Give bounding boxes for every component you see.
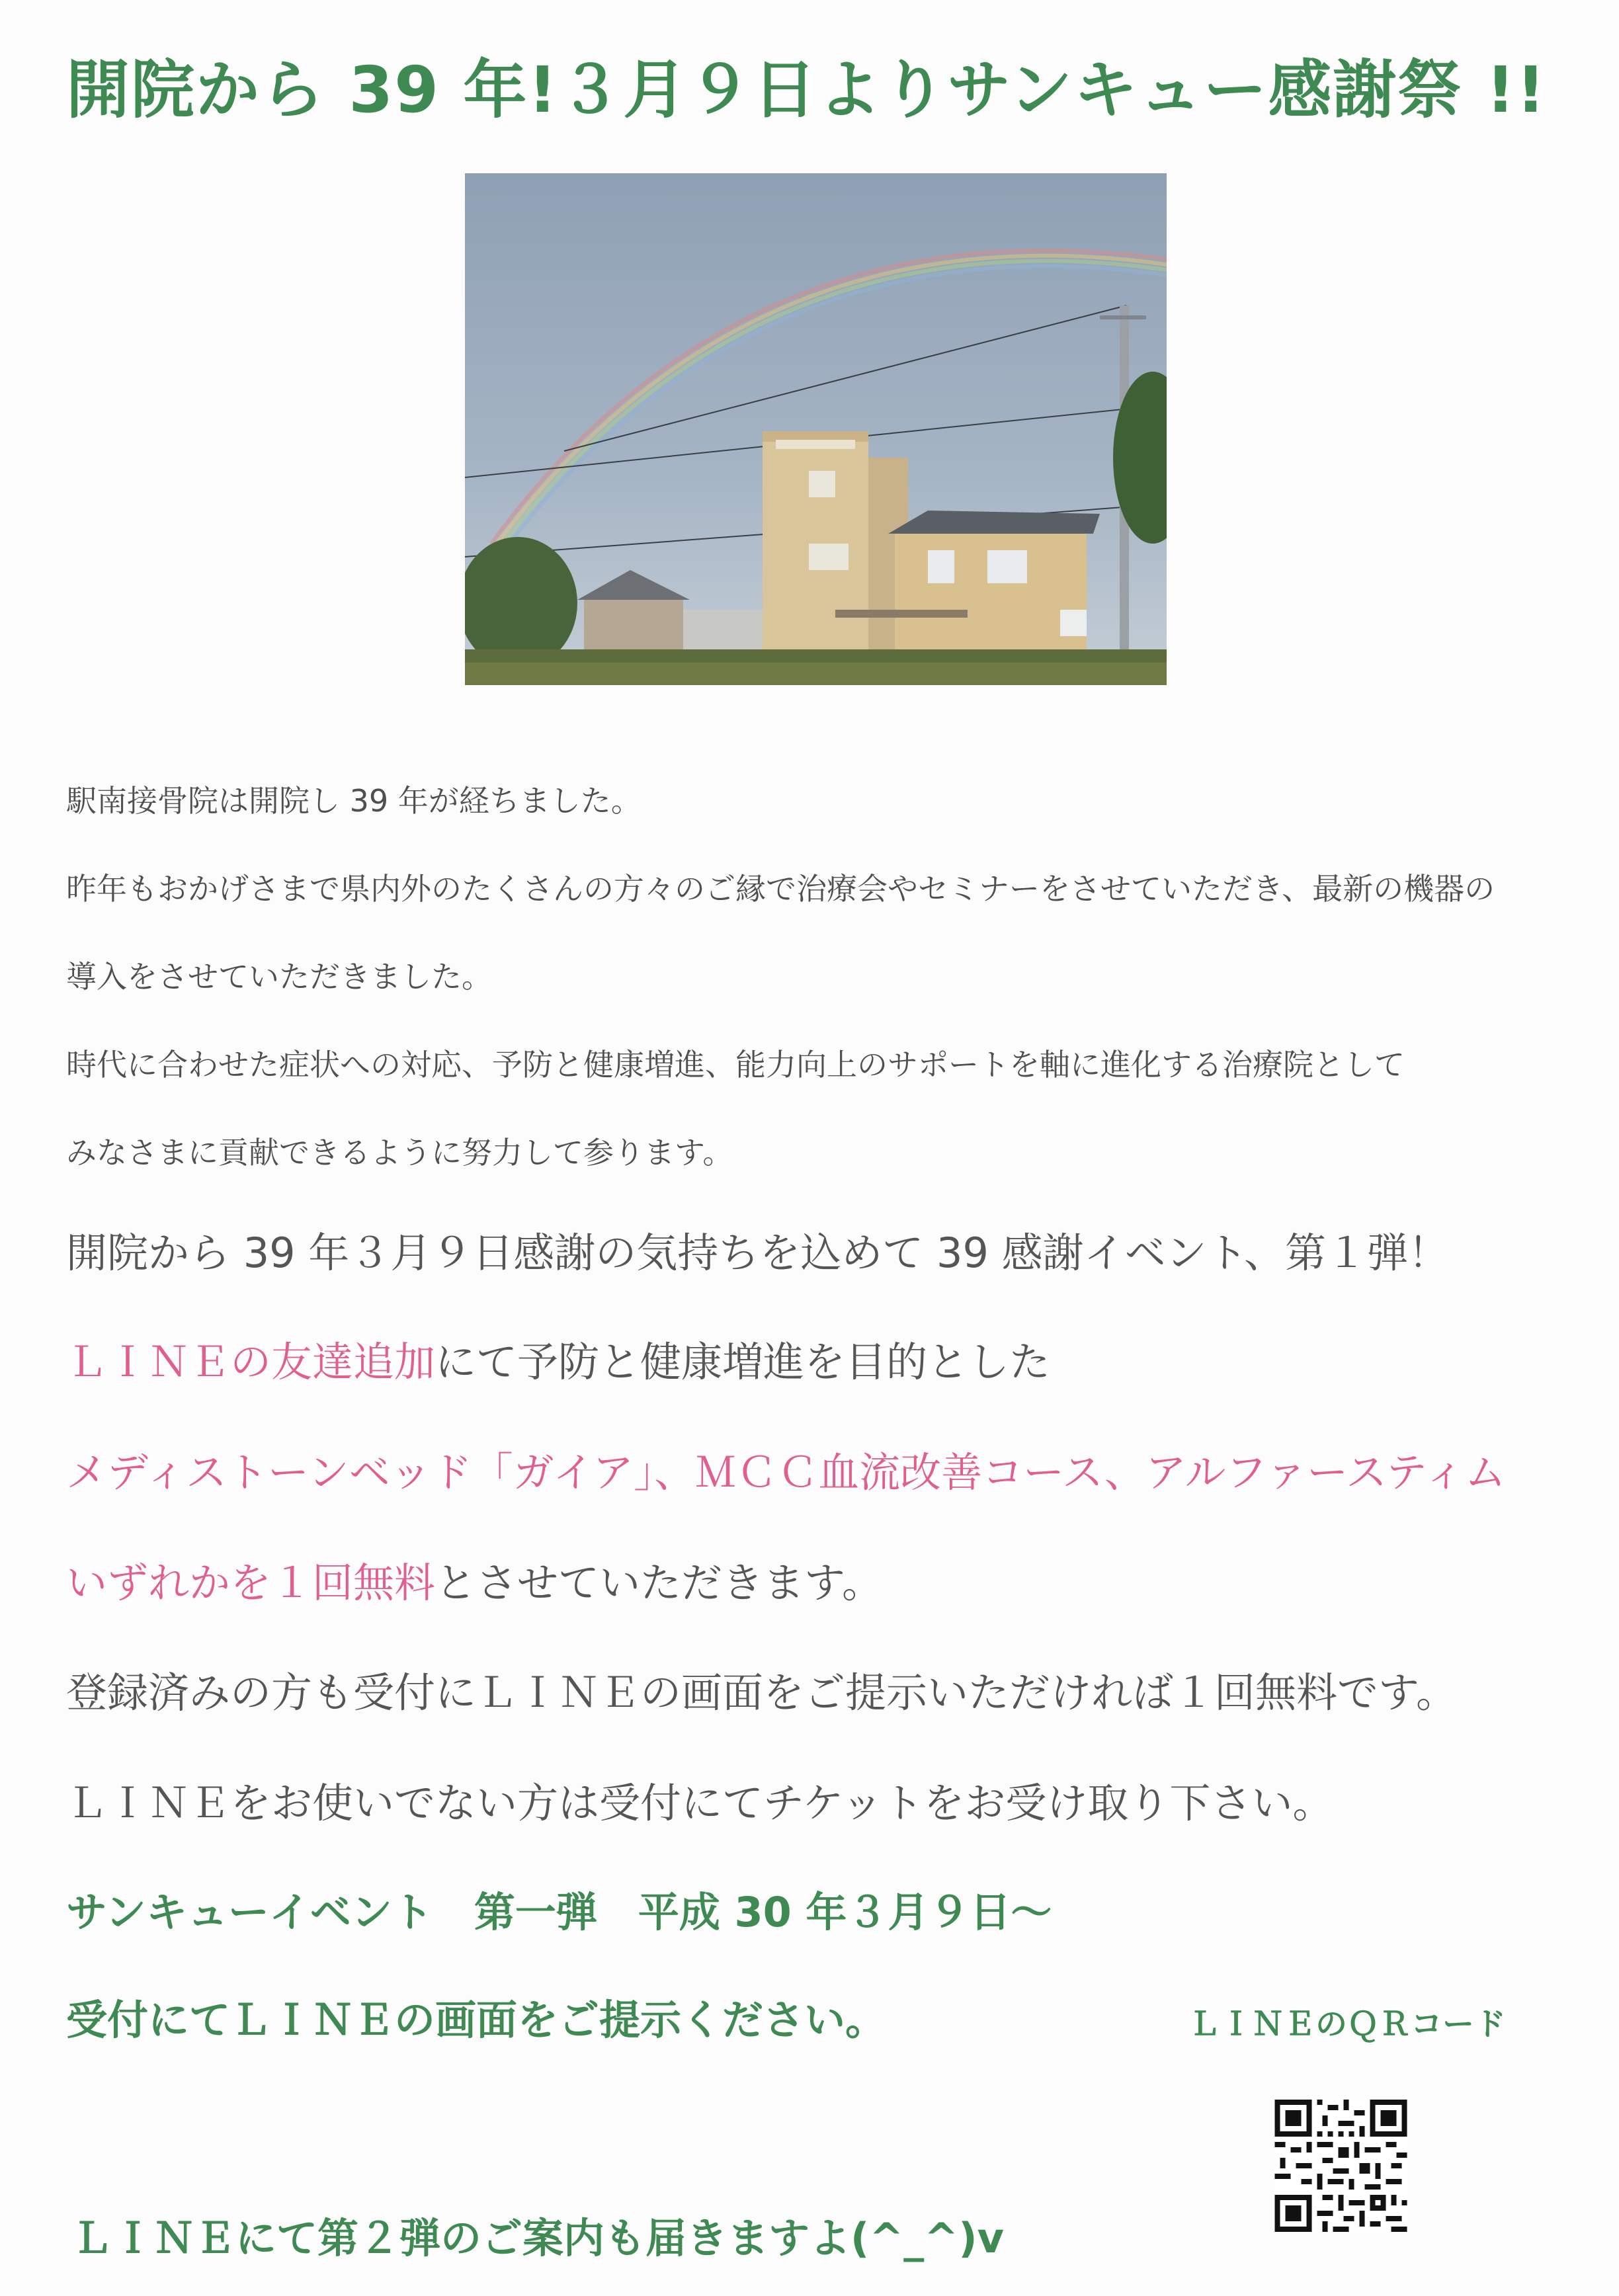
line-offer-line-3 [66,1550,883,1609]
line-offer-line-2: メディストーンベッド「ガイア」、ＭＣＣ血流改善コース、アルファースティム [66,1448,1506,1496]
page-title: 開院から 39 年!３月９日よりサンキュー感謝祭 !! [66,53,1547,127]
line-offer-line-1-rest: にて予防と健康増進を目的とした [435,1338,1051,1386]
event-intro: 開院から 39 年３月９日感謝の気持ちを込めて 39 感謝イベント、第１弾！ [66,1229,1450,1277]
free-once-highlight: いずれかを１回無料 [66,1559,436,1607]
paragraph-5: みなさまに貢献できるように努力して参ります。 [66,1135,733,1170]
no-line-note: ＬＩＮＥをお使いでない方は受付にてチケットをお受け取り下さい。 [66,1779,1334,1827]
qr-label: ＬＩＮＥのＱＲコード [1188,2006,1507,2043]
line-offer-line-3-rest: とさせていただきます。 [435,1559,884,1607]
event-banner: サンキューイベント 第一弾 平成 30 年３月９日～ [66,1888,1052,1936]
line-offer-line-1 [66,1329,1050,1388]
paragraph-2: 昨年もおかげさまで県内外のたくさんの方々のご縁で治療会やセミナーをさせていただき、最新の機器の [66,871,1495,907]
paragraph-1: 駅南接骨院は開院し 39 年が経ちました。 [66,783,642,819]
show-screen-instruction: 受付にてＬＩＮＥの画面をご提示ください。 [66,1996,887,2044]
qr-code-icon[interactable] [1273,2100,1409,2232]
footer-note: ＬＩＮＥにて第２弾のご案内も届きますよ(^_^)v [71,2214,1004,2262]
paragraph-4: 時代に合わせた症状への対応、予防と健康増進、能力向上のサポートを軸に進化する治療院として [66,1047,1405,1083]
line-friend-add-highlight: ＬＩＮＥの友達追加 [66,1338,436,1386]
paragraph-3: 導入をさせていただきました。 [66,959,492,995]
registered-note: 登録済みの方も受付にＬＩＮＥの画面をご提示いただければ１回無料です。 [66,1668,1458,1717]
clinic-rainbow-photo [465,173,1167,685]
